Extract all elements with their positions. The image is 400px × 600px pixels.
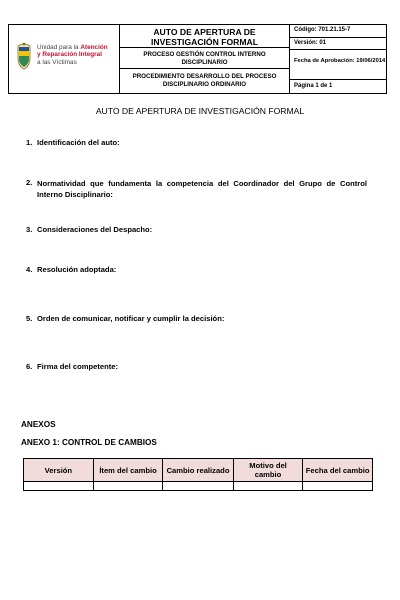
column-header: Ítem del cambio [93,459,163,482]
logo-cell [9,25,120,93]
header-process: PROCESO GESTIÓN CONTROL INTERNO DISCIPLINARIO [120,48,290,69]
document-header-table [8,24,387,94]
table-cell[interactable] [303,482,373,491]
logo-wordmark: Unidad para la Atención y Reparación Integral a las Víctimas [37,44,108,66]
change-control-table [23,458,373,491]
header-approval-date: Fecha de Aprobación: 19/06/2014 [290,50,386,80]
table-cell[interactable] [24,482,94,491]
document-title: AUTO DE APERTURA DE INVESTIGACIÓN FORMAL [95,106,305,116]
table-cell[interactable] [93,482,163,491]
column-header: Fecha del cambio [303,459,373,482]
table-header-row [24,459,373,482]
header-page-number: Página 1 de 1 [294,83,333,89]
coat-of-arms-icon [15,42,33,70]
header-code: Código: 701.21.15-7 [290,25,386,38]
table-cell[interactable] [163,482,233,491]
header-title: AUTO DE APERTURA DE INVESTIGACIÓN FORMAL [120,25,290,48]
header-procedure: PROCEDIMIENTO DESARROLLO DEL PROCESO DISCIPLINARIO ORDINARIO [120,69,290,93]
institution-logo [15,39,115,79]
column-header: Versión [24,459,94,482]
annex1-heading: ANEXO 1: CONTROL DE CAMBIOS [21,438,157,447]
header-version: Versión: 01 [290,38,386,50]
table-cell[interactable] [233,482,303,491]
table-row [24,482,373,491]
document-page: Unidad para la Atención y Reparación Integral a las Víctimas AUTO DE APERTURA DE INVESTIGACIÓN FORMAL PROCESO GESTIÓN CONTROL INTERNO DISCIPLINARIO PROCEDIMIENTO DESARROLLO DEL PROCESO DISCIPLINARIO ORDINARIO Código: 701.21.15-7 Versión: 01 Fecha de Aprobación: 19/06/2014 Página 1 de 1 AUTO DE APERTURA DE INVESTIGACIÓN FORMAL 1. Identificación del auto: 2. Normatividad que fundamenta la competencia del Coordinador del Grupo de Control Interno Disciplinario: 3. Consideraciones del Despacho: 4. Resolución adoptada: 5. Orden de comunicar, notificar y cumplir la decisión: 6. Firma del competente: ANEXOS ANEXO 1: CONTROL DE CAMBIOS Versión Ítem del cambio Cambio realizado Motivo del cambio Fecha del cambio [0,0,400,600]
column-header: Cambio realizado [163,459,233,482]
annexes-heading: ANEXOS [21,420,56,429]
column-header: Motivo del cambio [233,459,303,482]
